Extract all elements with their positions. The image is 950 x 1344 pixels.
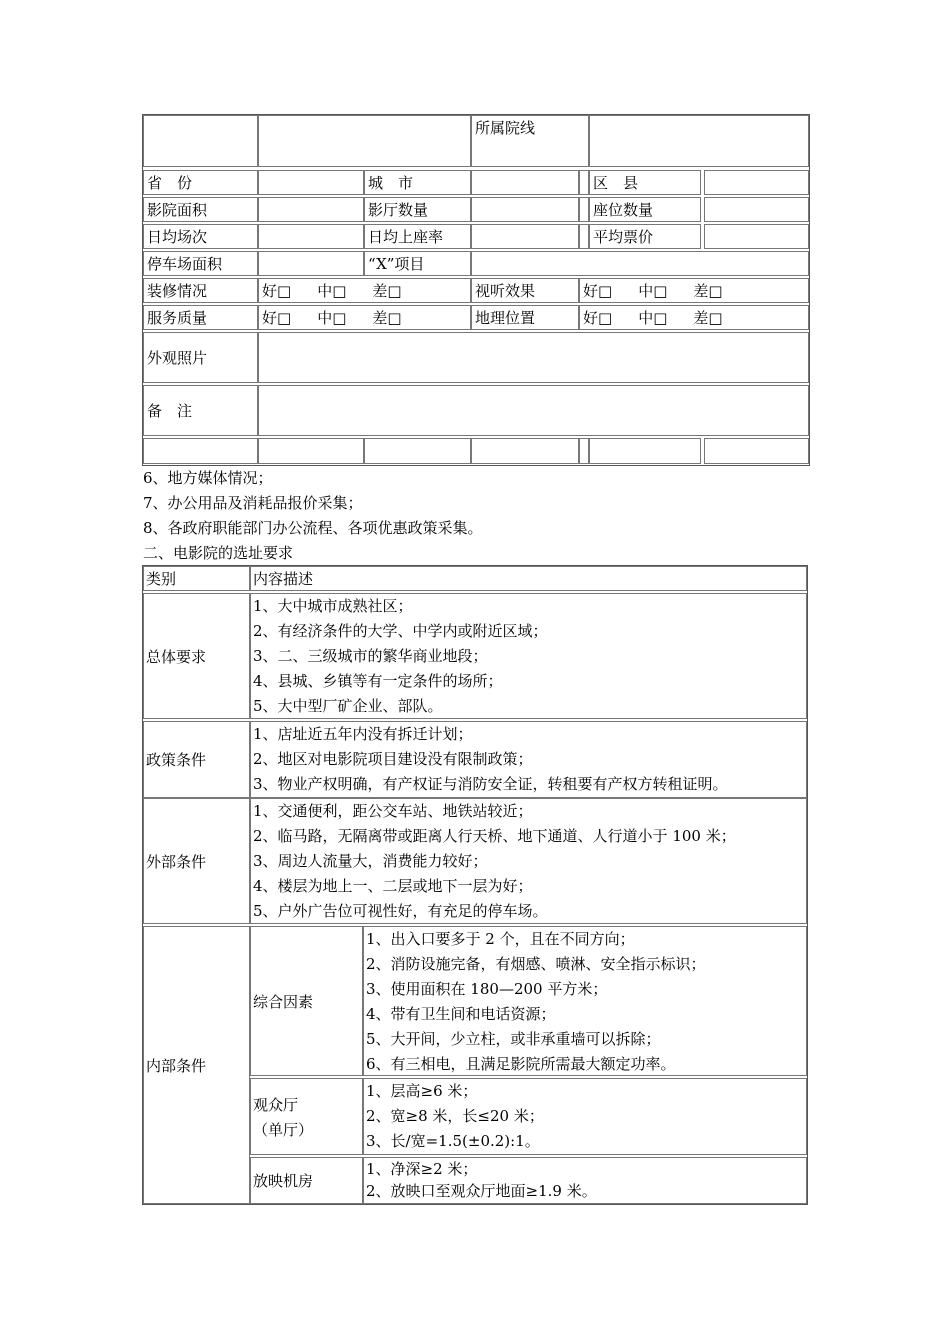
- remarks-area: [258, 385, 809, 436]
- policy-description: [250, 721, 807, 798]
- service-quality-rating[interactable]: [258, 305, 471, 330]
- cell-blank: [704, 197, 809, 222]
- label-general-factors: 综合因素: [250, 926, 363, 1076]
- label-external: 外部条件: [143, 798, 250, 924]
- overall-description: [250, 593, 807, 719]
- general-factors-line: 6、有三相电，且满足影院所需最大额定功率。: [366, 1055, 676, 1073]
- general-factors-line: 5、大开间，少立柱，或非承重墙可以拆除；: [366, 1030, 661, 1048]
- label-projection-room: 放映机房: [250, 1157, 363, 1204]
- rating-medium-checkbox[interactable]: 中□: [638, 282, 668, 300]
- rating-medium-checkbox[interactable]: 中□: [638, 309, 668, 327]
- external-line: 4、楼层为地上一、二层或地下一层为好；: [253, 877, 533, 895]
- exterior-photo-area: [258, 332, 809, 383]
- cell-blank: [143, 438, 258, 464]
- rating-good-checkbox[interactable]: 好□: [262, 309, 292, 327]
- external-line: 2、临马路，无隔离带或距离人行天桥、地下通道、人行道小于 100 米；: [253, 827, 736, 845]
- label-daily-occupancy: 日均上座率: [364, 224, 471, 249]
- external-line: 3、周边人流量大，消费能力较好；: [253, 852, 488, 870]
- cell-blank: [589, 438, 701, 464]
- cell-blank: [579, 170, 589, 195]
- cinema-survey-table: [142, 114, 810, 466]
- projection-room-line: 1、净深≥2 米；: [366, 1160, 478, 1178]
- rating-medium-checkbox[interactable]: 中□: [317, 309, 347, 327]
- label-exterior-photo: 外观照片: [143, 332, 258, 383]
- cell-blank: [704, 224, 809, 249]
- item-local-media: 6、地方媒体情况；: [143, 469, 273, 487]
- label-policy: 政策条件: [143, 721, 250, 798]
- policy-line: 3、物业产权明确，有产权证与消防安全证，转租要有产权方转租证明。: [253, 775, 728, 793]
- label-x-project: “X”项目: [364, 251, 471, 276]
- general-factors-description: [363, 926, 807, 1076]
- cell-blank: [364, 438, 471, 464]
- rating-poor-checkbox[interactable]: 差□: [372, 309, 402, 327]
- auditorium-sublabel: （单厅）: [253, 1121, 314, 1139]
- rating-medium-checkbox[interactable]: 中□: [317, 282, 347, 300]
- general-factors-line: 1、出入口要多于 2 个，且在不同方向；: [366, 930, 635, 948]
- label-hall-count: 影厅数量: [364, 197, 471, 222]
- cell-blank: [471, 438, 579, 464]
- label-cinema-area: 影院面积: [143, 197, 258, 222]
- label-av-effect: 视听效果: [471, 278, 579, 303]
- cell-blank: [258, 438, 364, 464]
- site-requirements-table: [142, 565, 808, 1205]
- external-line: 1、交通便利，距公交车站、地铁站较近；: [253, 802, 533, 820]
- external-line: 5、户外广告位可视性好，有充足的停车场。: [253, 902, 548, 920]
- cell-blank: [471, 251, 809, 276]
- header-description: 内容描述: [250, 566, 807, 591]
- cell-blank: [471, 170, 579, 195]
- general-factors-line: 3、使用面积在 180—200 平方米；: [366, 980, 608, 998]
- label-city: 城 市: [364, 170, 471, 195]
- label-parking-area: 停车场面积: [143, 251, 258, 276]
- label-daily-shows: 日均场次: [143, 224, 258, 249]
- cell-blank: [589, 115, 809, 167]
- label-location: 地理位置: [471, 305, 579, 330]
- cell-blank: [704, 170, 809, 195]
- cell-blank: [258, 170, 364, 195]
- overall-line: 2、有经济条件的大学、中学内或附近区域；: [253, 622, 548, 640]
- external-description: [250, 798, 807, 924]
- overall-line: 5、大中型厂矿企业、部队。: [253, 697, 443, 715]
- rating-poor-checkbox[interactable]: 差□: [693, 309, 723, 327]
- cell-blank: [704, 438, 809, 464]
- section-heading-site-requirements: 二、电影院的选址要求: [143, 544, 294, 562]
- projection-room-line: 2、放映口至观众厅地面≥1.9 米。: [366, 1182, 597, 1200]
- cell-blank: [258, 251, 364, 276]
- cell-blank: [579, 197, 589, 222]
- auditorium-description: [363, 1078, 807, 1155]
- av-effect-rating[interactable]: [579, 278, 809, 303]
- auditorium-label: 观众厅: [253, 1096, 299, 1114]
- label-decoration: 装修情况: [143, 278, 258, 303]
- policy-line: 1、店址近五年内没有拆迁计划；: [253, 725, 473, 743]
- label-auditorium: [250, 1078, 363, 1155]
- projection-room-description: [363, 1157, 807, 1204]
- label-province: 省 份: [143, 170, 258, 195]
- cell-blank: [579, 438, 589, 464]
- item-office-supplies: 7、办公用品及消耗品报价采集；: [143, 494, 363, 512]
- cell-blank: [258, 115, 471, 167]
- rating-poor-checkbox[interactable]: 差□: [693, 282, 723, 300]
- label-remarks: 备 注: [143, 385, 258, 436]
- auditorium-line: 2、宽≥8 米，长≤20 米；: [366, 1107, 544, 1125]
- cell-blank: [579, 224, 589, 249]
- item-government-procedures: 8、各政府职能部门办公流程、各项优惠政策采集。: [143, 519, 483, 537]
- general-factors-line: 2、消防设施完备，有烟感、喷淋、安全指示标识；: [366, 955, 706, 973]
- cell-blank: [471, 224, 579, 249]
- policy-line: 2、地区对电影院项目建设没有限制政策；: [253, 750, 533, 768]
- label-avg-ticket-price: 平均票价: [589, 224, 701, 249]
- rating-good-checkbox[interactable]: 好□: [583, 309, 613, 327]
- cell-blank: [471, 197, 579, 222]
- cell-blank: [258, 197, 364, 222]
- label-district: 区 县: [589, 170, 701, 195]
- auditorium-line: 3、长/宽=1.5(±0.2):1。: [366, 1132, 540, 1150]
- rating-good-checkbox[interactable]: 好□: [262, 282, 292, 300]
- cell-blank: [143, 115, 258, 167]
- label-seat-count: 座位数量: [589, 197, 701, 222]
- overall-line: 3、二、三级城市的繁华商业地段；: [253, 647, 488, 665]
- auditorium-line: 1、层高≥6 米；: [366, 1082, 478, 1100]
- cell-blank: [258, 224, 364, 249]
- label-overall: 总体要求: [143, 593, 250, 719]
- decoration-rating[interactable]: [258, 278, 471, 303]
- overall-line: 1、大中城市成熟社区；: [253, 597, 413, 615]
- location-rating[interactable]: [579, 305, 809, 330]
- label-affiliated-circuit: 所属院线: [471, 115, 589, 167]
- header-category: 类别: [143, 566, 250, 591]
- label-internal: 内部条件: [143, 926, 250, 1204]
- label-service-quality: 服务质量: [143, 305, 258, 330]
- overall-line: 4、县城、乡镇等有一定条件的场所；: [253, 672, 503, 690]
- rating-poor-checkbox[interactable]: 差□: [372, 282, 402, 300]
- rating-good-checkbox[interactable]: 好□: [583, 282, 613, 300]
- general-factors-line: 4、带有卫生间和电话资源；: [366, 1005, 556, 1023]
